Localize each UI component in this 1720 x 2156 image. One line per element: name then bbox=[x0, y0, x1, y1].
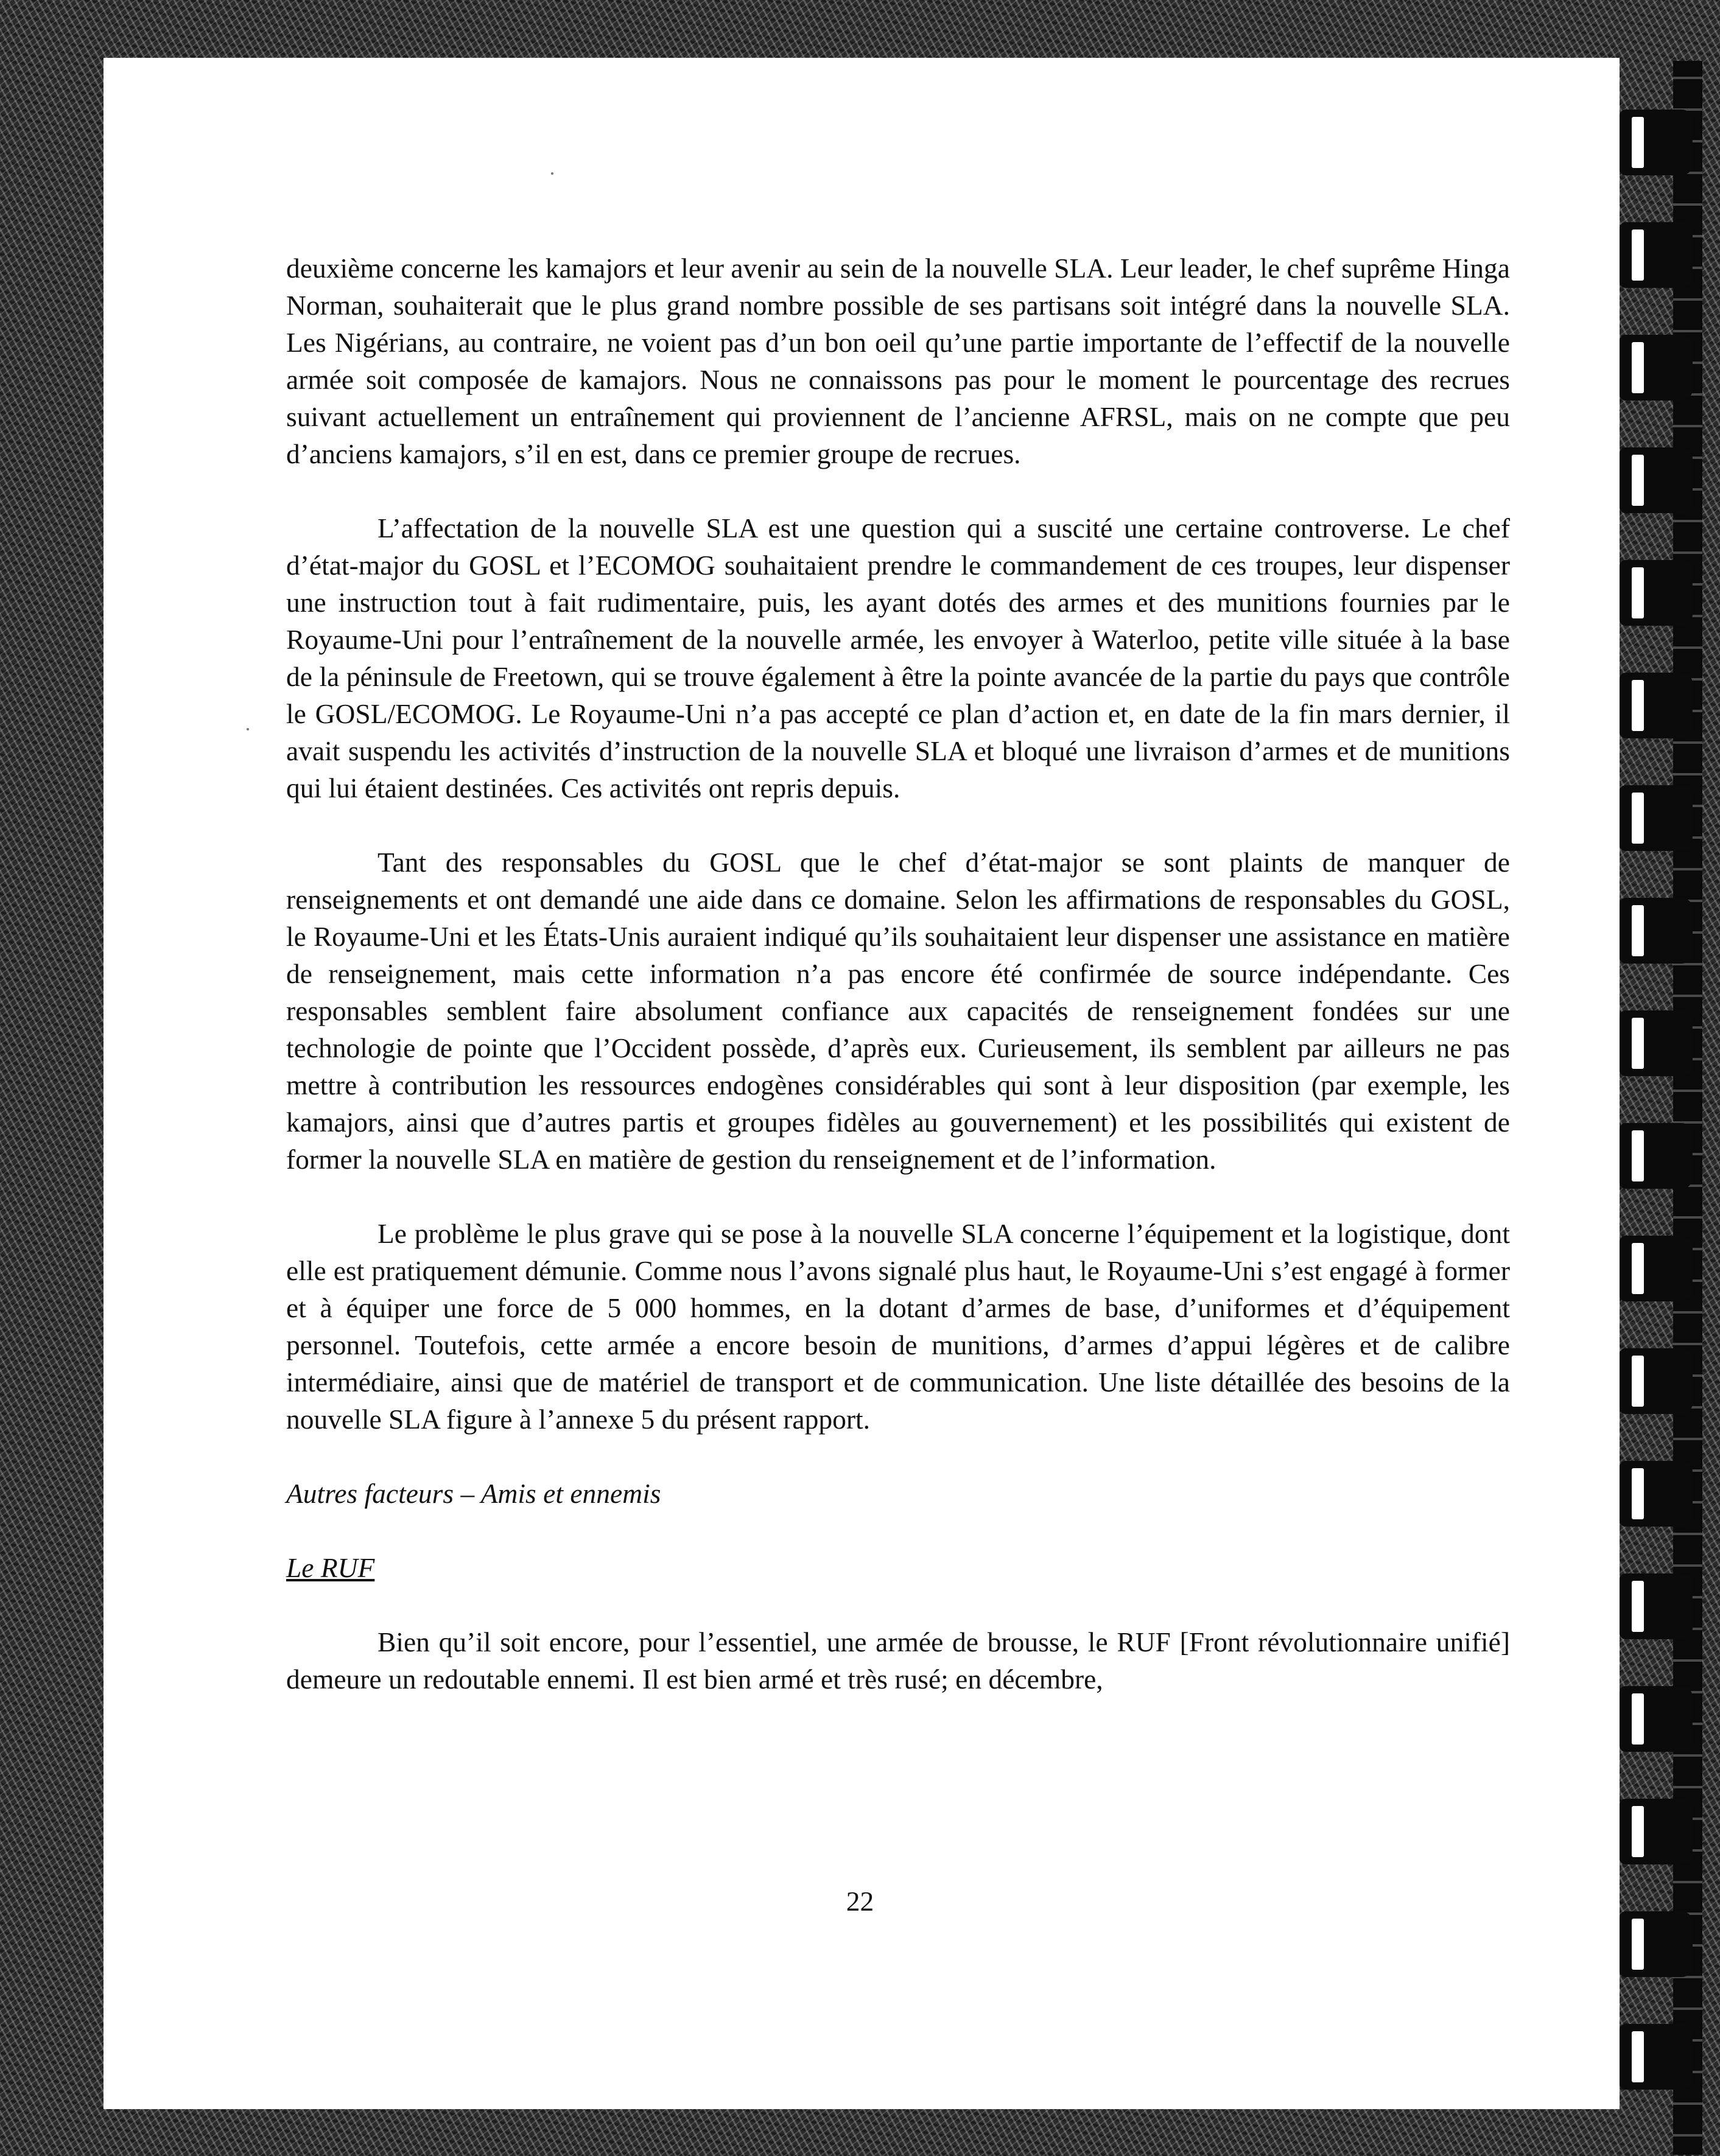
binding-loop bbox=[1620, 1911, 1693, 1977]
page-number: 22 bbox=[846, 1886, 874, 1917]
binding-loop bbox=[1620, 1799, 1693, 1864]
scan-speck bbox=[551, 172, 553, 175]
subsection-heading: Le RUF bbox=[286, 1552, 375, 1583]
section-heading: Autres facteurs – Amis et ennemis bbox=[286, 1478, 661, 1509]
binding-loop bbox=[1620, 222, 1693, 288]
paragraph-equipement: Le problème le plus grave qui se pose à la nouvelle SLA concerne l’équipement et la logistique, dont elle est pratiquement démunie. Comme nous l’avons signalé plus haut, le Royaume-Uni s’est engagé à former et à équiper une force de 5 000 hommes, en la dotant d’armes de base, d’uniformes et d’équipement personnel. Toutefois, cette armée a encore besoin de munitions, d’armes d’appui légères et de calibre intermédiaire, ainsi que de matériel de transport et de communication. Une liste détaillée des besoins de la nouvelle SLA figure à l’annexe 5 du présent rapport. bbox=[286, 1218, 1510, 1435]
binding-loop bbox=[1620, 1236, 1693, 1301]
binding-loop bbox=[1620, 1686, 1693, 1752]
paragraph-renseignements: Tant des responsables du GOSL que le chef d’état-major se sont plaints de manquer de renseignements et ont demandé une aide dans ce domaine. Selon les affirmations de responsables du GOSL, le Royaume-Uni et les États-Unis auraient indiqué qu’ils souhaitaient leur dispenser une assistance en matière de renseignement, mais cette information n’a pas encore été confirmée de source indépendante. Ces responsables semblent faire absolument confiance aux capacités de renseignement fondées sur une technologie de pointe que l’Occident possède, d’après eux. Curieusement, ils semblent par ailleurs ne pas mettre à contribution les ressources endogènes considérables qui sont à leur disposition (par exemple, les kamajors, ainsi que d’autres partis et groupes fidèles au gouvernement) et les possibilités qui existent de former la nouvelle SLA en matière de gestion du renseignement et de l’information. bbox=[286, 847, 1510, 1175]
binding-loop bbox=[1620, 2024, 1693, 2090]
paragraph-kamajors: deuxième concerne les kamajors et leur avenir au sein de la nouvelle SLA. Leur leader, le chef suprême Hinga Norman, souhaiterait que le plus grand nombre possible de ses partisans soit intégré dans la nouvelle SLA. Les Nigérians, au contraire, ne voient pas d’un bon oeil qu’une partie importante de l’effectif de la nouvelle armée soit composée de kamajors. Nous ne connaissons pas pour le moment le pourcentage des recrues suivant actuellement un entraînement qui proviennent de l’ancienne AFRSL, mais on ne compte que peu d’anciens kamajors, s’il en est, dans ce premier groupe de recrues. bbox=[286, 253, 1510, 469]
scan-speck bbox=[247, 728, 249, 730]
paragraph-ruf: Bien qu’il soit encore, pour l’essentiel, une armée de brousse, le RUF [Front révolutionnaire unifié] demeure un redoutable ennemi. Il est bien armé et très rusé; en décembre, bbox=[286, 1626, 1510, 1695]
binding-loop bbox=[1620, 1348, 1693, 1414]
binding-loop bbox=[1620, 110, 1693, 175]
binding-loop bbox=[1620, 447, 1693, 513]
binding-loop bbox=[1620, 898, 1693, 964]
binding-loop bbox=[1620, 1010, 1693, 1076]
binding-loop bbox=[1620, 673, 1693, 738]
binding-loop bbox=[1620, 560, 1693, 626]
document-body bbox=[286, 250, 1510, 1735]
binding-loop bbox=[1620, 1123, 1693, 1189]
binding-loop bbox=[1620, 335, 1693, 401]
binding-loop bbox=[1620, 785, 1693, 851]
binding-loop bbox=[1620, 1461, 1693, 1527]
binding-loop bbox=[1620, 1573, 1693, 1639]
spiral-binding bbox=[1607, 61, 1720, 2155]
paragraph-affectation: L’affectation de la nouvelle SLA est une question qui a suscité une certaine controverse. Le chef d’état-major du GOSL et l’ECOMOG souhaitaient prendre le commandement de ces troupes, leur dispenser une instruction tout à fait rudimentaire, puis, les ayant dotés des armes et des munitions fournies par le Royaume-Uni pour l’entraînement de la nouvelle armée, les envoyer à Waterloo, petite ville située à la base de la péninsule de Freetown, qui se trouve également à être la pointe avancée de la partie du pays que contrôle le GOSL/ECOMOG. Le Royaume-Uni n’a pas accepté ce plan d’action et, en date de la fin mars dernier, il avait suspendu les activités d’instruction de la nouvelle SLA et bloqué une livraison d’armes et de munitions qui lui étaient destinées. Ces activités ont repris depuis. bbox=[286, 513, 1510, 803]
